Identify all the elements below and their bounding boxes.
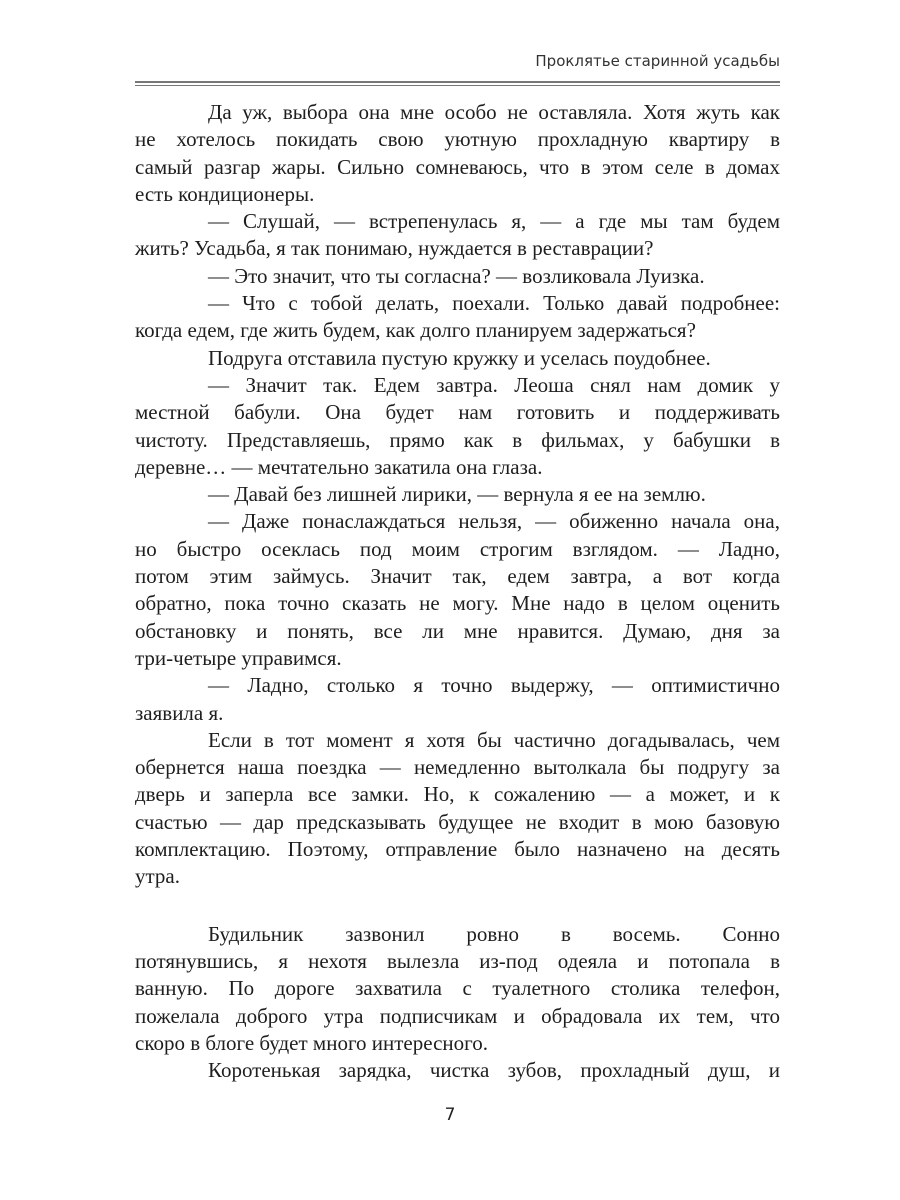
text-line: дверь и заперла все замки. Но, к сожалению — а может, и к [135,782,780,807]
text-line: скоро в блоге будет много интересного. [135,1030,489,1055]
text-line: потянувшись, я нехотя вылезла из-под одеяла и потопала в [135,948,780,973]
paragraph [135,99,780,208]
text-line: чистоту. Представляешь, прямо как в фильмах, у бабушки в [135,427,780,452]
paragraph [135,1057,780,1084]
text-line: но быстро осеклась под моим строгим взглядом. — Ладно, [135,536,780,561]
text-line: пожелала доброго утра подписчикам и обрадовала их тем, что [135,1003,780,1028]
text-line: обернется наша поездка — немедленно вытолкала бы подругу за [135,755,780,780]
header-divider [135,81,780,86]
paragraph [135,508,780,672]
page-number: 7 [444,1105,456,1125]
text-line: Будильник зазвонил ровно в восемь. Сонно [208,921,780,946]
text-line: Подруга отставила пустую кружку и уселась поудобнее. [208,345,711,370]
text-line: местной бабули. Она будет нам готовить и поддерживать [135,400,780,425]
text-line: Коротенькая зарядка, чистка зубов, прохладный душ, и [208,1058,780,1083]
paragraph [135,208,780,263]
text-line: потом этим займусь. Значит так, едем завтра, а вот когда [135,564,780,589]
text-line: заявила я. [135,700,224,725]
paragraph [135,263,780,290]
text-line: Да уж, выбора она мне особо не оставляла. Хотя жуть как [208,100,780,124]
text-line: жить? Усадьба, я так понимаю, нуждается в реставрации? [135,236,654,261]
paragraph [135,345,780,372]
text-line: комплектацию. Поэтому, отправление было назначено на десять [135,837,780,862]
text-line: — Даже понаслаждаться нельзя, — обиженно начала она, [208,509,780,534]
running-header: Проклятье старинной усадьбы [535,52,780,70]
text-line: обстановку и понять, все ли мне нравится. Думаю, дня за [135,618,780,643]
paragraph [135,921,780,1057]
paragraph [135,290,780,345]
text-line: деревне… — мечтательно закатила она глаза. [135,454,543,479]
text-line: — Слушай, — встрепенулась я, — а где мы там будем [208,209,780,234]
text-line: — Ладно, столько я точно выдержу, — оптимистично [208,673,780,698]
text-line: обратно, пока точно сказать не могу. Мне надо в целом оценить [135,591,780,616]
text-line: — Значит так. Едем завтра. Леоша снял нам домик у [208,372,780,397]
paragraph [135,481,780,508]
text-line: самый разгар жары. Сильно сомневаюсь, что в этом селе в домах [135,154,780,179]
paragraph [135,672,780,727]
text-line: когда едем, где жить будем, как долго планируем задержаться? [135,318,696,343]
text-line: утра. [135,864,181,889]
text-line: три-четыре управимся. [135,645,342,670]
text-line: — Это значит, что ты согласна? — возликовала Луизка. [208,263,705,288]
text-line: есть кондиционеры. [135,181,315,206]
page-body [135,99,780,1084]
section-break [135,891,780,921]
paragraph [135,727,780,891]
text-line: — Что с тобой делать, поехали. Только давай подробнее: [208,291,780,316]
text-line: счастью — дар предсказывать будущее не входит в мою базовую [135,809,780,834]
text-line: не хотелось покидать свою уютную прохладную квартиру в [135,127,780,152]
text-line: — Давай без лишней лирики, — вернула я ее на землю. [208,482,706,507]
text-line: ванную. По дороге захватила с туалетного столика телефон, [135,976,780,1001]
text-line: Если в тот момент я хотя бы частично догадывалась, чем [208,727,780,752]
paragraph [135,372,780,481]
